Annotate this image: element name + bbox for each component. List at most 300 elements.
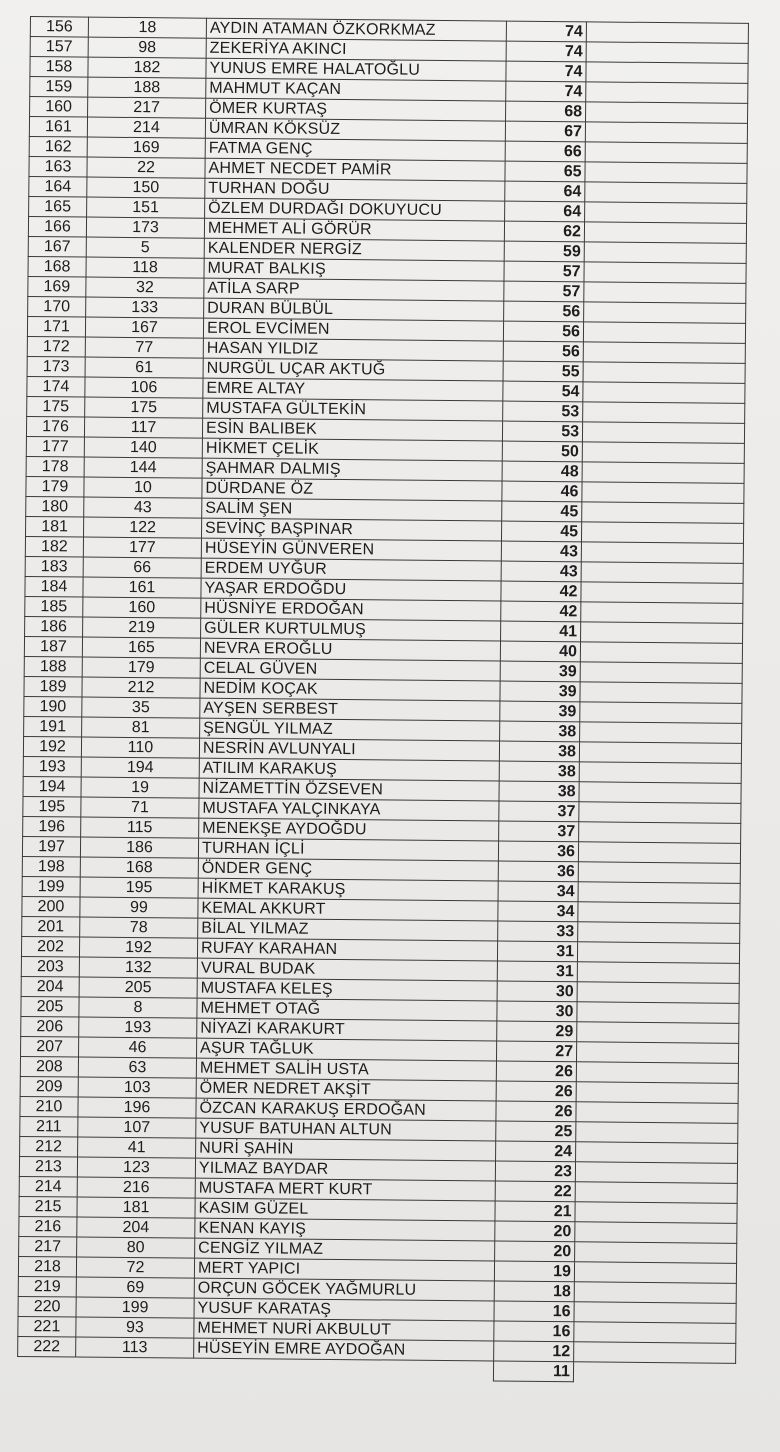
rank-cell: 207 (21, 1036, 79, 1057)
blank-cell (583, 382, 745, 404)
number-cell: 160 (83, 597, 201, 618)
score-cell: 36 (498, 861, 578, 882)
name-cell: VURAL BUDAK (197, 958, 497, 981)
rank-cell: 173 (27, 356, 85, 377)
name-cell: NEDİM KOÇAK (200, 678, 500, 701)
name-cell: ÜMRAN KÖKSÜZ (205, 118, 505, 141)
score-cell: 11 (493, 1361, 573, 1382)
number-cell: 199 (76, 1297, 194, 1318)
number-cell: 186 (80, 837, 198, 858)
number-cell: 81 (82, 717, 200, 738)
results-table-body (17, 17, 748, 1384)
score-cell: 31 (497, 961, 577, 982)
score-cell: 19 (494, 1261, 574, 1282)
name-cell: CELAL GÜVEN (200, 658, 500, 681)
rank-cell: 216 (19, 1216, 77, 1237)
blank-cell (577, 962, 739, 984)
rank-cell: 171 (27, 316, 85, 337)
rank-cell: 176 (26, 416, 84, 437)
score-cell: 53 (503, 401, 583, 422)
rank-cell: 162 (29, 136, 87, 157)
score-cell: 57 (504, 261, 584, 282)
name-cell: FATMA GENÇ (205, 138, 505, 161)
blank-cell (583, 362, 745, 384)
blank-cell (574, 1262, 736, 1284)
rank-cell: 165 (29, 196, 87, 217)
blank-cell (574, 1282, 736, 1304)
rank-cell: 214 (19, 1176, 77, 1197)
score-cell: 74 (506, 81, 586, 102)
rank-cell: 197 (22, 836, 80, 857)
blank-cell (575, 1162, 737, 1184)
score-cell: 25 (496, 1121, 576, 1142)
blank-cell (582, 422, 744, 444)
name-cell: KALENDER NERGİZ (204, 238, 504, 261)
rank-cell: 184 (25, 576, 83, 597)
rank-cell: 189 (24, 676, 82, 697)
rank-cell: 208 (20, 1056, 78, 1077)
name-cell: EROL EVCİMEN (203, 318, 503, 341)
blank-cell (582, 502, 744, 524)
score-cell: 43 (501, 541, 581, 562)
blank-cell (579, 762, 741, 784)
number-cell: 78 (80, 917, 198, 938)
number-cell: 71 (81, 797, 199, 818)
blank-cell (586, 82, 748, 104)
number-cell: 115 (81, 817, 199, 838)
rank-cell: 168 (28, 256, 86, 277)
blank-cell (580, 722, 742, 744)
number-cell: 113 (76, 1337, 194, 1358)
name-cell: ÖMER KURTAŞ (206, 98, 506, 121)
score-cell: 50 (502, 441, 582, 462)
number-cell: 169 (87, 137, 205, 158)
number-cell: 193 (79, 1017, 197, 1038)
name-cell: HÜSEYİN GÜNVEREN (201, 538, 501, 561)
blank-cell (578, 842, 740, 864)
name-cell: ATİLA SARP (204, 278, 504, 301)
score-cell: 43 (501, 561, 581, 582)
score-cell: 56 (504, 301, 584, 322)
blank-cell (581, 582, 743, 604)
name-cell: RUFAY KARAHAN (197, 938, 497, 961)
number-cell: 19 (81, 777, 199, 798)
name-cell: ÖMER NEDRET AKŞİT (196, 1078, 496, 1101)
number-cell: 66 (83, 557, 201, 578)
rank-cell: 181 (26, 516, 84, 537)
rank-cell: 187 (24, 636, 82, 657)
rank-cell: 204 (21, 976, 79, 997)
score-cell: 67 (505, 121, 585, 142)
blank-cell (581, 522, 743, 544)
name-cell: SEVİNÇ BAŞPINAR (201, 518, 501, 541)
number-cell: 177 (83, 537, 201, 558)
blank-cell (579, 802, 741, 824)
rank-cell: 211 (20, 1116, 78, 1137)
name-cell: ÖNDER GENÇ (198, 858, 498, 881)
number-cell: 98 (88, 37, 206, 58)
rank-cell: 161 (29, 117, 87, 138)
rank-cell: 199 (22, 876, 80, 897)
number-cell: 173 (86, 217, 204, 238)
blank-cell (583, 402, 745, 424)
name-cell: ESİN BALIBEK (202, 418, 502, 441)
rank-cell: 195 (23, 796, 81, 817)
blank-cell (581, 602, 743, 624)
blank-cell (585, 142, 747, 164)
score-cell: 22 (495, 1181, 575, 1202)
number-cell: 103 (78, 1077, 196, 1098)
number-cell: 69 (76, 1277, 194, 1298)
score-cell: 37 (499, 801, 579, 822)
empty-cell (193, 1358, 493, 1381)
score-cell: 30 (497, 981, 577, 1002)
blank-cell (584, 222, 746, 244)
rank-cell: 202 (21, 936, 79, 957)
number-cell: 122 (84, 517, 202, 538)
blank-cell (579, 782, 741, 804)
number-cell: 80 (77, 1237, 195, 1258)
score-cell: 26 (496, 1101, 576, 1122)
rank-cell: 158 (30, 57, 88, 78)
score-cell: 64 (505, 201, 585, 222)
rank-cell: 157 (30, 37, 88, 58)
number-cell: 194 (81, 757, 199, 778)
blank-cell (581, 562, 743, 584)
name-cell: AYŞEN SERBEST (200, 698, 500, 721)
blank-cell (575, 1242, 737, 1264)
number-cell: 196 (78, 1097, 196, 1118)
rank-cell: 222 (18, 1336, 76, 1357)
rank-cell: 203 (21, 956, 79, 977)
name-cell: MEHMET OTAĞ (197, 998, 497, 1021)
number-cell: 161 (83, 577, 201, 598)
score-cell: 20 (495, 1221, 575, 1242)
number-cell: 61 (85, 357, 203, 378)
blank-cell (576, 1062, 738, 1084)
blank-cell (578, 922, 740, 944)
name-cell: NURGÜL UÇAR AKTUĞ (203, 358, 503, 381)
score-cell: 66 (505, 141, 585, 162)
name-cell: AYDIN ATAMAN ÖZKORKMAZ (206, 18, 506, 41)
number-cell: 117 (84, 417, 202, 438)
number-cell: 140 (84, 437, 202, 458)
name-cell: ORÇUN GÖCEK YAĞMURLU (194, 1278, 494, 1301)
number-cell: 10 (84, 477, 202, 498)
blank-cell (580, 702, 742, 724)
rank-cell: 164 (29, 176, 87, 197)
score-cell: 30 (497, 1001, 577, 1022)
number-cell: 132 (79, 957, 197, 978)
score-cell: 55 (503, 361, 583, 382)
number-cell: 107 (78, 1117, 196, 1138)
name-cell: MEHMET SALİH USTA (196, 1058, 496, 1081)
name-cell: ŞAHMAR DALMIŞ (202, 458, 502, 481)
results-table-wrapper (17, 16, 748, 1384)
score-cell: 26 (496, 1061, 576, 1082)
number-cell: 18 (88, 17, 206, 38)
number-cell: 192 (79, 937, 197, 958)
rank-cell: 163 (29, 156, 87, 177)
name-cell: DÜRDANE ÖZ (202, 478, 502, 501)
name-cell: CENGİZ YILMAZ (195, 1238, 495, 1261)
rank-cell: 156 (30, 17, 88, 38)
blank-cell (584, 262, 746, 284)
rank-cell: 191 (24, 716, 82, 737)
number-cell: 214 (87, 117, 205, 138)
blank-cell (576, 1082, 738, 1104)
name-cell: KASIM GÜZEL (195, 1198, 495, 1221)
empty-cell (75, 1357, 193, 1378)
score-cell: 42 (501, 601, 581, 622)
blank-cell (585, 162, 747, 184)
number-cell: 63 (78, 1057, 196, 1078)
score-cell: 26 (496, 1081, 576, 1102)
name-cell: ZEKERİYA AKINCI (206, 38, 506, 61)
rank-cell: 159 (30, 77, 88, 98)
blank-cell (584, 242, 746, 264)
number-cell: 168 (80, 857, 198, 878)
number-cell: 123 (77, 1157, 195, 1178)
name-cell: YAŞAR ERDOĞDU (201, 578, 501, 601)
blank-cell (582, 442, 744, 464)
rank-cell: 178 (26, 456, 84, 477)
blank-cell (577, 942, 739, 964)
score-cell: 16 (494, 1301, 574, 1322)
number-cell: 46 (79, 1037, 197, 1058)
results-table (17, 16, 749, 1384)
name-cell: MUSTAFA MERT KURT (195, 1178, 495, 1201)
rank-cell: 217 (19, 1236, 77, 1257)
blank-cell (578, 902, 740, 924)
score-cell: 59 (504, 241, 584, 262)
name-cell: ÖZCAN KARAKUŞ ERDOĞAN (196, 1098, 496, 1121)
rank-cell: 172 (27, 336, 85, 357)
score-cell: 16 (494, 1321, 574, 1342)
number-cell: 219 (83, 617, 201, 638)
blank-cell (576, 1142, 738, 1164)
number-cell: 182 (88, 57, 206, 78)
blank-cell (576, 1122, 738, 1144)
number-cell: 179 (82, 657, 200, 678)
name-cell: NURİ ŞAHİN (196, 1138, 496, 1161)
score-cell: 37 (499, 821, 579, 842)
rank-cell: 160 (30, 97, 88, 118)
rank-cell: 209 (20, 1076, 78, 1097)
blank-cell (575, 1182, 737, 1204)
name-cell: ÖZLEM DURDAĞI DOKUYUCU (205, 198, 505, 221)
blank-cell (583, 342, 745, 364)
name-cell: NEVRA EROĞLU (200, 638, 500, 661)
score-cell: 74 (506, 21, 586, 42)
rank-cell: 188 (24, 656, 82, 677)
score-cell: 40 (500, 641, 580, 662)
blank-cell (575, 1202, 737, 1224)
number-cell: 175 (85, 397, 203, 418)
name-cell: NESRİN AVLUNYALI (199, 738, 499, 761)
score-cell: 53 (502, 421, 582, 442)
name-cell: ŞENGÜL YILMAZ (200, 718, 500, 741)
score-cell: 33 (498, 921, 578, 942)
rank-cell: 180 (26, 496, 84, 517)
score-cell: 24 (496, 1141, 576, 1162)
blank-cell (581, 622, 743, 644)
name-cell: MUSTAFA GÜLTEKİN (203, 398, 503, 421)
number-cell: 151 (87, 197, 205, 218)
score-cell: 39 (500, 701, 580, 722)
blank-cell (580, 662, 742, 684)
rank-cell: 198 (22, 856, 80, 877)
score-cell: 27 (496, 1041, 576, 1062)
score-cell: 38 (499, 761, 579, 782)
score-cell: 12 (494, 1341, 574, 1362)
score-cell: 45 (502, 501, 582, 522)
score-cell: 18 (494, 1281, 574, 1302)
rank-cell: 186 (25, 616, 83, 637)
name-cell: AHMET NECDET PAMİR (205, 158, 505, 181)
number-cell: 212 (82, 677, 200, 698)
score-cell: 48 (502, 461, 582, 482)
blank-cell (585, 202, 747, 224)
name-cell: TURHAN DOĞU (205, 178, 505, 201)
score-cell: 39 (500, 681, 580, 702)
blank-cell (574, 1342, 736, 1364)
name-cell: GÜLER KURTULMUŞ (201, 618, 501, 641)
number-cell: 106 (85, 377, 203, 398)
blank-cell (586, 42, 748, 64)
number-cell: 204 (77, 1217, 195, 1238)
score-cell: 20 (495, 1241, 575, 1262)
score-cell: 56 (503, 321, 583, 342)
number-cell: 99 (80, 897, 198, 918)
rank-cell: 200 (22, 896, 80, 917)
rank-cell: 192 (23, 736, 81, 757)
blank-cell (586, 62, 748, 84)
score-cell: 41 (501, 621, 581, 642)
name-cell: AŞUR TAĞLUK (197, 1038, 497, 1061)
number-cell: 195 (80, 877, 198, 898)
rank-cell: 210 (20, 1096, 78, 1117)
name-cell: MEHMET ALİ GÖRÜR (204, 218, 504, 241)
number-cell: 77 (85, 337, 203, 358)
score-cell: 38 (499, 781, 579, 802)
blank-cell (578, 882, 740, 904)
rank-cell: 169 (28, 276, 86, 297)
number-cell: 167 (85, 317, 203, 338)
score-cell: 62 (504, 221, 584, 242)
number-cell: 5 (86, 237, 204, 258)
number-cell: 217 (88, 97, 206, 118)
rank-cell: 193 (23, 756, 81, 777)
number-cell: 150 (87, 177, 205, 198)
name-cell: MEHMET NURİ AKBULUT (194, 1318, 494, 1341)
rank-cell: 174 (27, 376, 85, 397)
score-cell: 64 (505, 181, 585, 202)
score-cell: 74 (506, 61, 586, 82)
number-cell: 118 (86, 257, 204, 278)
rank-cell: 179 (26, 476, 84, 497)
number-cell: 43 (84, 497, 202, 518)
score-cell: 38 (500, 721, 580, 742)
blank-cell (576, 1042, 738, 1064)
blank-cell (584, 282, 746, 304)
number-cell: 35 (82, 697, 200, 718)
blank-cell (583, 322, 745, 344)
score-cell: 74 (506, 41, 586, 62)
blank-cell (580, 682, 742, 704)
number-cell: 41 (78, 1137, 196, 1158)
score-cell: 45 (501, 521, 581, 542)
blank-cell (586, 22, 748, 44)
blank-cell (577, 1002, 739, 1024)
score-cell: 68 (506, 101, 586, 122)
rank-cell: 194 (23, 776, 81, 797)
rank-cell: 182 (25, 536, 83, 557)
name-cell: HÜSEYİN EMRE AYDOĞAN (194, 1338, 494, 1361)
rank-cell: 185 (25, 596, 83, 617)
number-cell: 165 (82, 637, 200, 658)
rank-cell: 175 (27, 396, 85, 417)
blank-cell (574, 1302, 736, 1324)
rank-cell: 166 (28, 216, 86, 237)
score-cell: 39 (500, 661, 580, 682)
rank-cell: 212 (20, 1136, 78, 1157)
number-cell: 110 (81, 737, 199, 758)
name-cell: MAHMUT KAÇAN (206, 78, 506, 101)
score-cell: 23 (495, 1161, 575, 1182)
number-cell: 188 (88, 77, 206, 98)
name-cell: YUSUF KARATAŞ (194, 1298, 494, 1321)
rank-cell: 190 (24, 696, 82, 717)
score-cell: 34 (498, 901, 578, 922)
score-cell: 31 (497, 941, 577, 962)
number-cell: 8 (79, 997, 197, 1018)
blank-cell (580, 642, 742, 664)
blank-cell (573, 1362, 735, 1384)
name-cell: ERDEM UYĞUR (201, 558, 501, 581)
blank-cell (576, 1102, 738, 1124)
name-cell: ATILIM KARAKUŞ (199, 758, 499, 781)
rank-cell: 221 (18, 1316, 76, 1337)
name-cell: KEMAL AKKURT (198, 898, 498, 921)
name-cell: DURAN BÜLBÜL (204, 298, 504, 321)
number-cell: 205 (79, 977, 197, 998)
blank-cell (579, 822, 741, 844)
name-cell: TURHAN İÇLİ (198, 838, 498, 861)
blank-cell (574, 1322, 736, 1344)
name-cell: HASAN YILDIZ (203, 338, 503, 361)
empty-cell (17, 1356, 75, 1377)
blank-cell (581, 542, 743, 564)
number-cell: 144 (84, 457, 202, 478)
score-cell: 65 (505, 161, 585, 182)
score-cell: 29 (497, 1021, 577, 1042)
name-cell: NİZAMETTİN ÖZSEVEN (199, 778, 499, 801)
rank-cell: 218 (18, 1256, 76, 1277)
name-cell: MUSTAFA KELEŞ (197, 978, 497, 1001)
rank-cell: 167 (28, 236, 86, 257)
blank-cell (585, 122, 747, 144)
number-cell: 32 (86, 277, 204, 298)
number-cell: 93 (76, 1317, 194, 1338)
blank-cell (586, 102, 748, 124)
name-cell: MURAT BALKIŞ (204, 258, 504, 281)
name-cell: YUSUF BATUHAN ALTUN (196, 1118, 496, 1141)
number-cell: 181 (77, 1197, 195, 1218)
rank-cell: 213 (19, 1156, 77, 1177)
name-cell: YUNUS EMRE HALATOĞLU (206, 58, 506, 81)
name-cell: HİKMET ÇELİK (202, 438, 502, 461)
